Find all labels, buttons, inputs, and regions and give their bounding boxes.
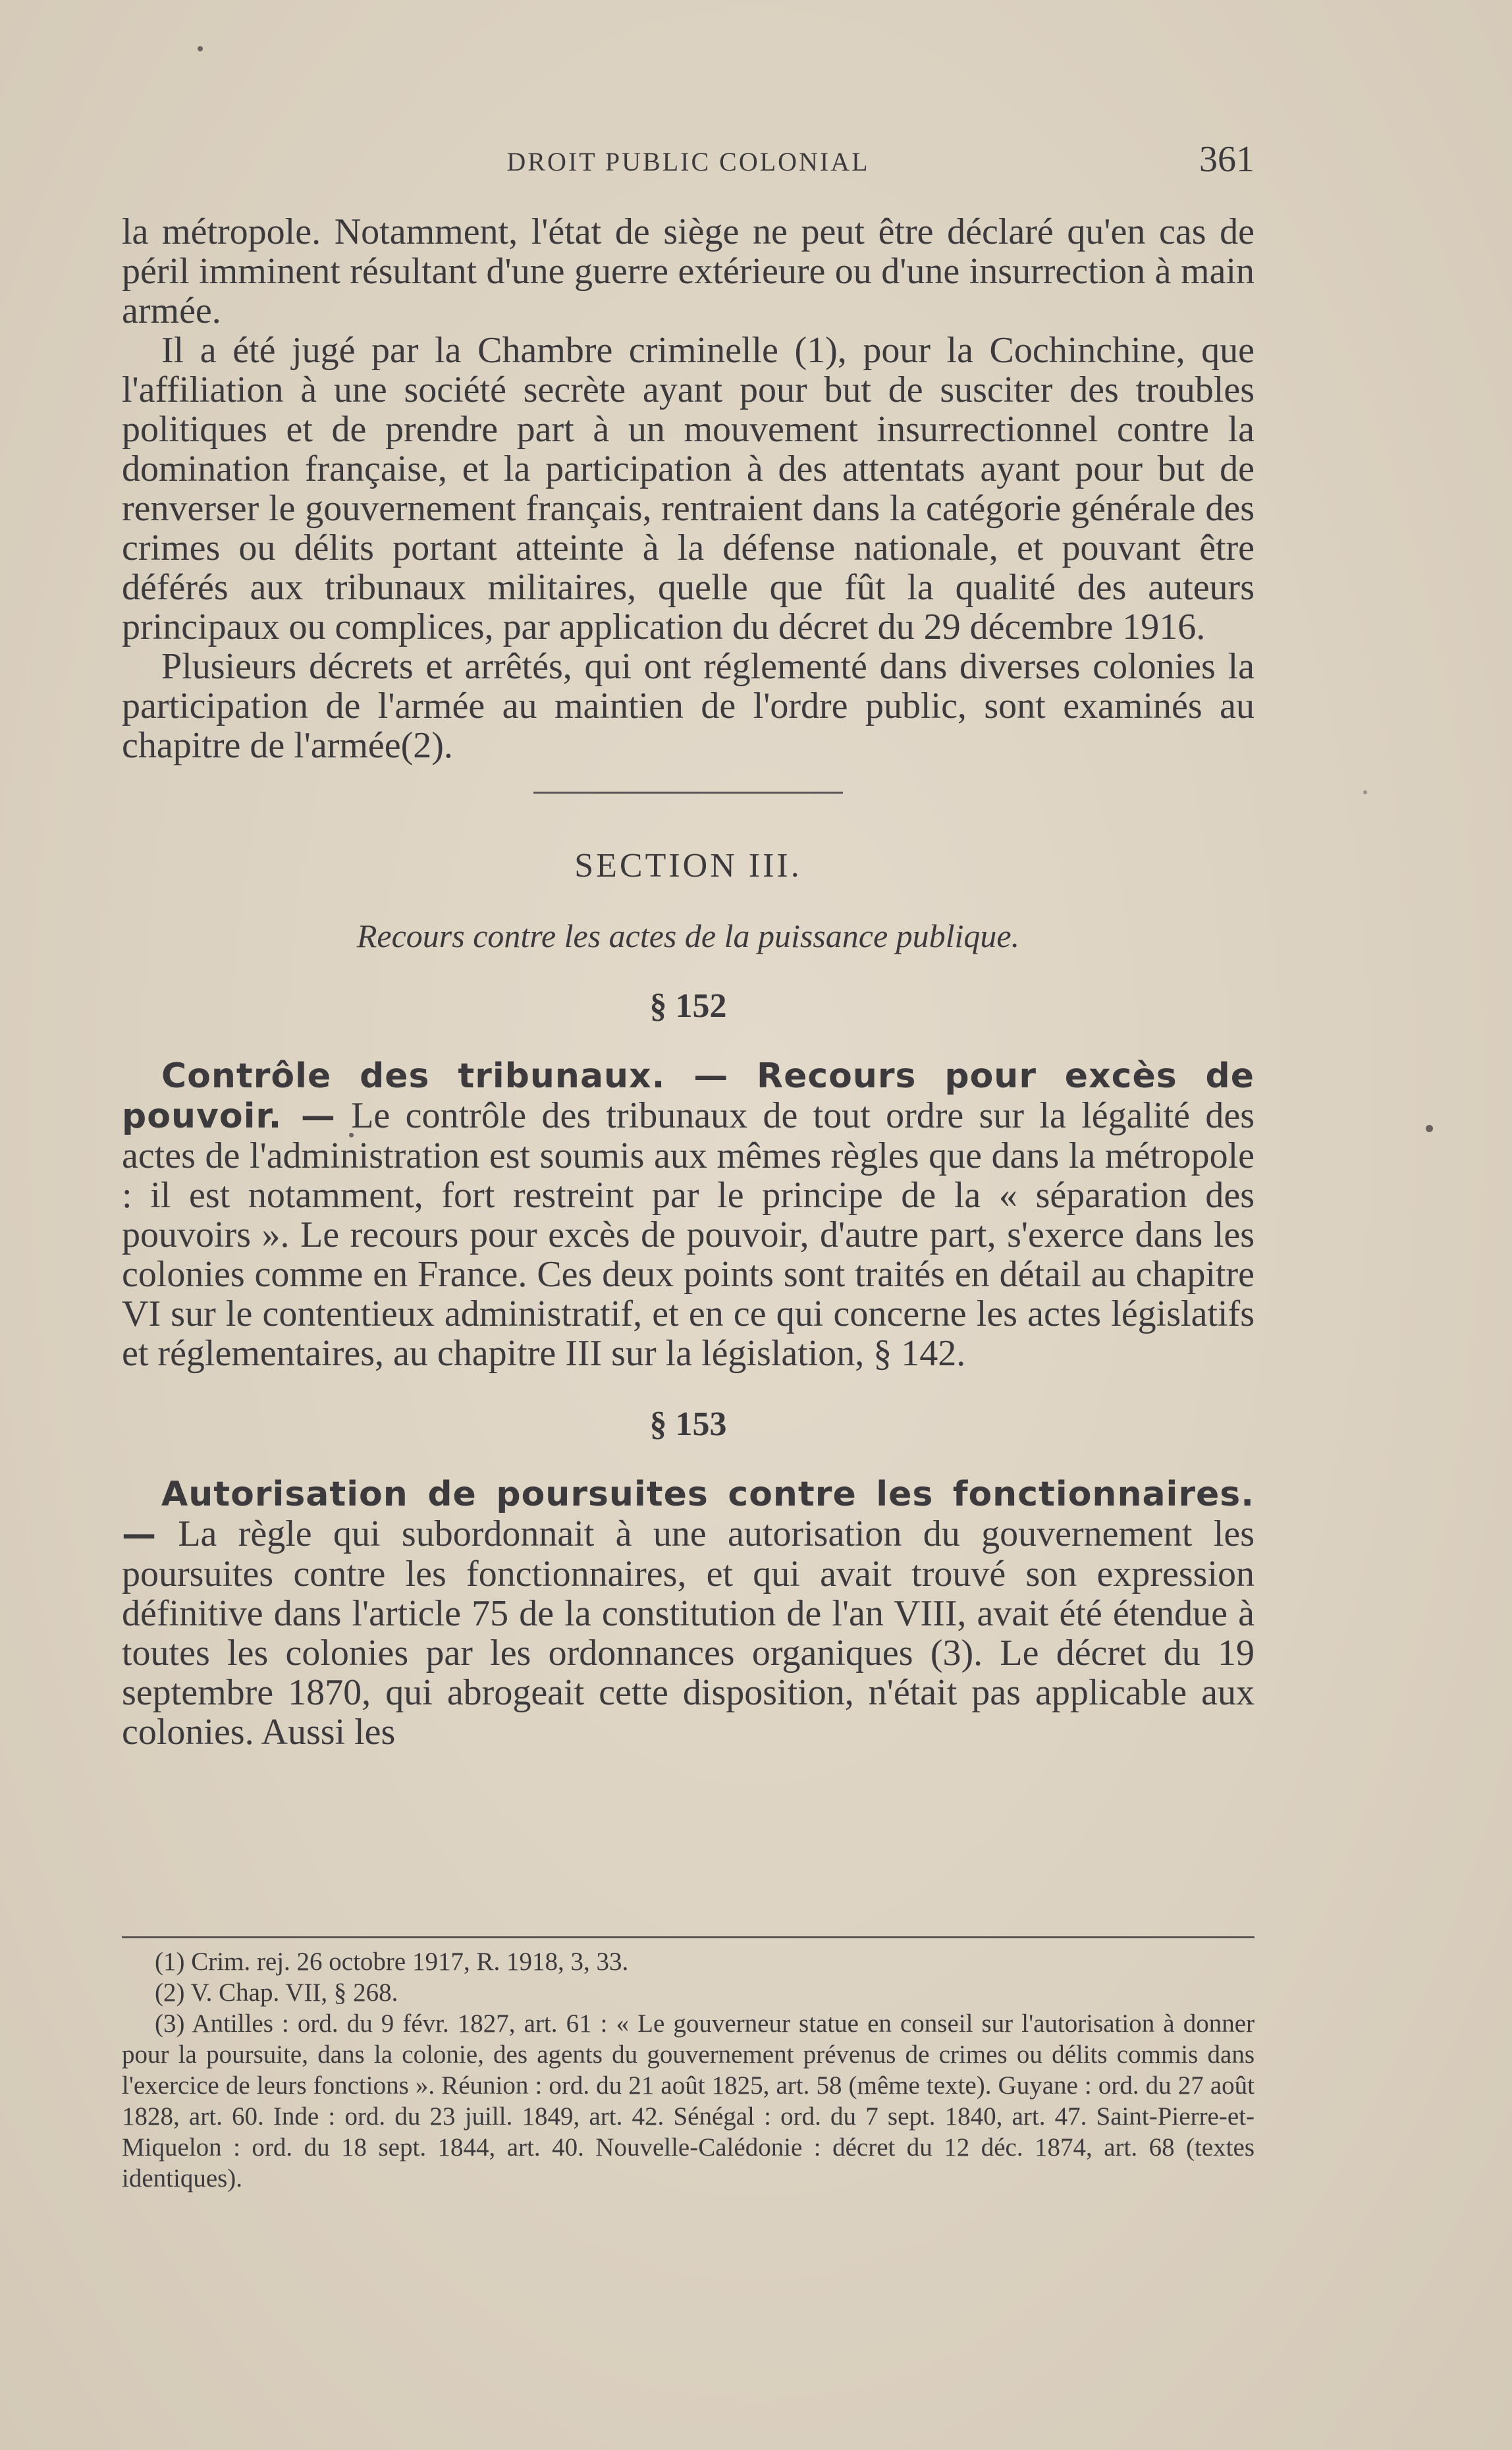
running-title: DROIT PUBLIC COLONIAL [506, 147, 870, 177]
section-title: SECTION III. [574, 847, 802, 885]
run-in-heading-153: Autorisation de poursuites contre les fonctionnaires. — [122, 1475, 1255, 1554]
footnotes [122, 1936, 1255, 2194]
main-text [122, 212, 1255, 1752]
paragraph: Plusieurs décrets et arrêtés, qui ont réglementé dans diverses colonies la participation de l'armée au maintien de l'ordre public, sont examinés au chapitre de l'armée(2). [122, 646, 1255, 766]
paragraph: Il a été jugé par la Chambre criminelle (1), pour la Cochinchine, que l'affiliation à une société secrète ayant pour but de susciter des troubles politiques et de prendre part à un mouvement insurrectionnel contre la domination française, et la participation à des attentats ayant pour but de renverser le gouvernement français, rentraient dans la catégorie générale des crimes ou délits portant atteinte à la défense nationale, et pouvant être déférés aux tribunaux militaires, quelle que fût la qualité des auteurs principaux ou complices, par application du décret du 29 décembre 1916. [122, 330, 1255, 647]
paper-speck [1426, 1125, 1433, 1132]
paragraph: la métropole. Notamment, l'état de siège ne peut être déclaré qu'en cas de péril imminent résultant d'une guerre extérieure ou d'une insurrection à main armée. [122, 211, 1255, 331]
section-subtitle: Recours contre les actes de la puissance publique. [356, 917, 1020, 954]
paragraph-number-153: § 153 [649, 1405, 727, 1443]
paper-speck [1363, 790, 1367, 794]
paragraph-153-text: La règle qui subordonnait à une autorisation du gouvernement les poursuites contre les fonctionnaires, et qui avait trouvé son expression définitive dans l'article 75 de la constitution de l'an VIII, avait été étendue à toutes les colonies par les ordonnances organiques (3). Le décret du 19 septembre 1870, qui abrogeait cette disposition, n'était pas applicable aux colonies. Aussi les [122, 1513, 1255, 1753]
paragraph-152-text: Le contrôle des tribunaux de tout ordre sur la légalité des actes de l'administration est soumis aux mêmes règles que dans la métropole : il est notamment, fort restreint par le principe de la « séparation des pouvoirs ». Le recours pour excès de pouvoir, d'autre part, s'exerce dans les colonies comme en France. Ces deux points sont traités en détail au chapitre VI sur le contentieux administratif, et en ce qui concerne les actes législatifs et réglementaires, au chapitre III sur la législation, § 142. [122, 1095, 1255, 1374]
footnote-3: (3) Antilles : ord. du 9 févr. 1827, art. 61 : « Le gouverneur statue en conseil sur l'autorisation à donner pour la poursuite, dans la colonie, des agents du gouvernement prévenus de crimes ou délits commis dans l'exercice de leurs fonctions ». Réunion : ord. du 21 août 1825, art. 58 (même texte). Guyane : ord. du 27 août 1828, art. 60. Inde : ord. du 23 juill. 1849, art. 42. Sénégal : ord. du 7 sept. 1840, art. 47. Saint-Pierre-et-Miquelon : ord. du 18 sept. 1844, art. 40. Nouvelle-Calédonie : décret du 12 déc. 1874, art. 68 (textes identiques). [122, 2009, 1255, 2192]
paper-speck [198, 46, 203, 51]
run-in-heading-152: Contrôle des tribunaux. — Recours pour excès de pouvoir. — [122, 1056, 1255, 1136]
paragraph-153 [122, 1474, 1255, 1752]
footnote-2: (2) V. Chap. VII, § 268. [155, 1978, 398, 2007]
page-header [122, 138, 1255, 184]
footnote-1: (1) Crim. rej. 26 octobre 1917, R. 1918, 3, 33. [155, 1947, 629, 1976]
page-number: 361 [1199, 139, 1255, 180]
section-divider [533, 792, 843, 794]
paragraph-152 [122, 1056, 1255, 1373]
paragraph-number-152: § 152 [649, 987, 727, 1025]
